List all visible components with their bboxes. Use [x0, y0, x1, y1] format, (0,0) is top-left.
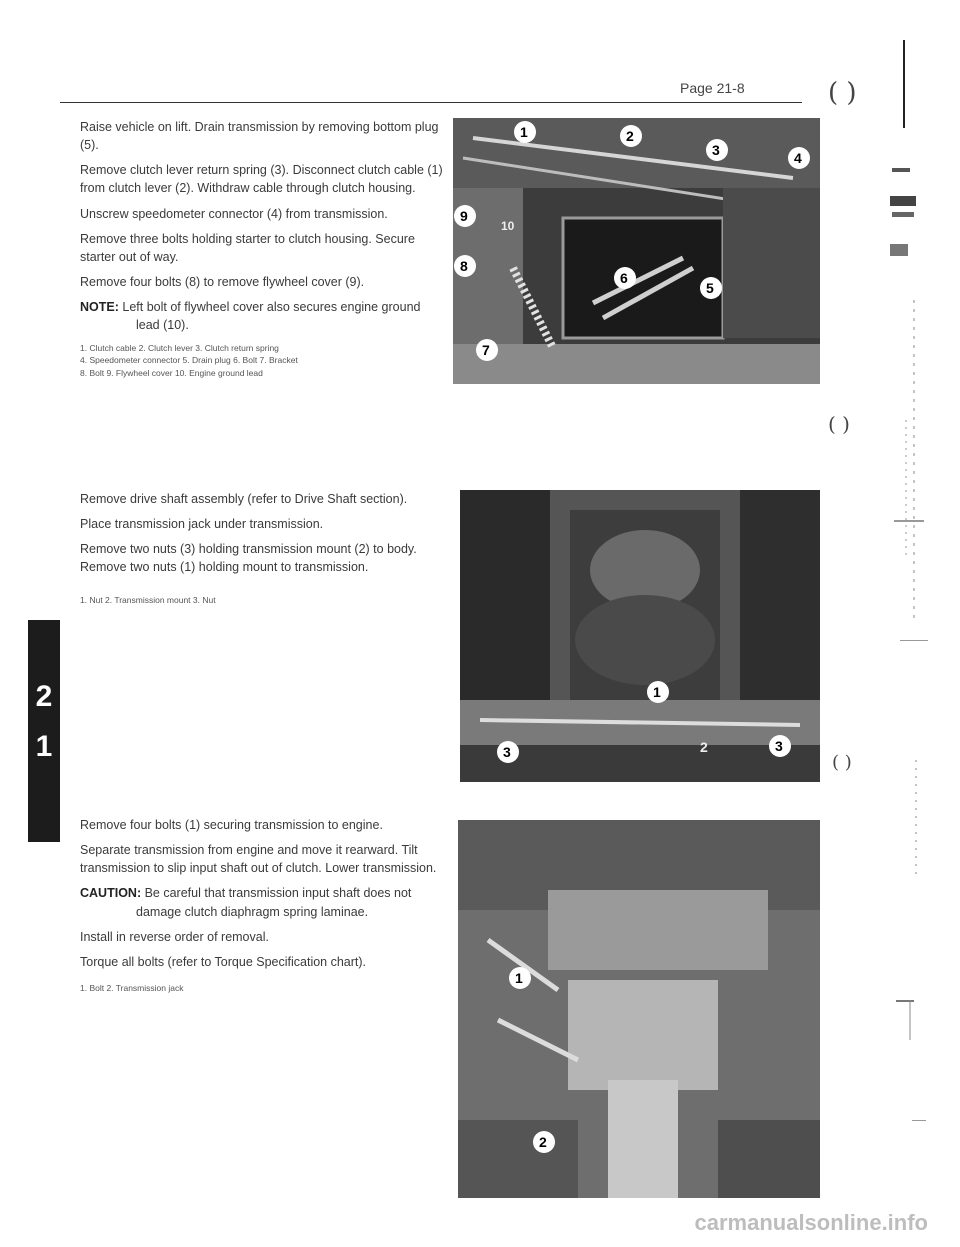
instruction-paragraph: Remove four bolts (1) securing transmission to engine. — [80, 818, 383, 832]
svg-text:6: 6 — [620, 270, 628, 286]
caption-line: 4. Speedometer connector 5. Drain plug 6. Bolt 7. Bracket — [80, 355, 298, 366]
instruction-paragraph: Remove four bolts (8) to remove flywheel cover (9). — [80, 274, 365, 289]
svg-text:1: 1 — [520, 124, 528, 140]
note-paragraph — [80, 298, 445, 334]
svg-text:3: 3 — [775, 738, 783, 754]
callout-6 — [614, 267, 636, 289]
svg-text:2: 2 — [700, 739, 708, 755]
caution-paragraph — [80, 884, 445, 920]
photo-transmission-jack — [458, 820, 820, 1198]
photo-transmission-mount — [460, 490, 820, 782]
instruction-paragraph: Remove clutch lever return spring (3). Disconnect clutch cable (1) from clutch lever (2). Withdraw cable through clutch housing. — [80, 163, 443, 196]
section3-caption — [80, 982, 445, 994]
callout-5 — [700, 277, 722, 299]
svg-text:4: 4 — [794, 150, 802, 166]
header-rule — [60, 102, 802, 103]
callout-2 — [533, 1131, 555, 1153]
instruction-paragraph: Remove drive shaft assembly (refer to Drive Shaft section). — [80, 492, 408, 506]
callout-7 — [476, 339, 498, 361]
callout-1 — [647, 681, 669, 703]
binder-hole-mark-bottom: ( ) — [832, 752, 852, 773]
callout-3 — [706, 139, 728, 161]
callout-4 — [788, 147, 810, 169]
svg-text:7: 7 — [482, 342, 490, 358]
svg-text:3: 3 — [503, 744, 511, 760]
callout-9 — [454, 205, 476, 227]
page-number: Page 21-8 — [680, 80, 745, 96]
callout-8 — [454, 255, 476, 277]
svg-text:10: 10 — [501, 219, 515, 233]
section2-caption — [80, 594, 445, 606]
svg-text:9: 9 — [460, 208, 468, 224]
section3-text — [80, 816, 445, 978]
section-tab-digit-2: 2 — [35, 680, 53, 713]
section2-text — [80, 490, 445, 584]
callout-1 — [509, 967, 531, 989]
instruction-paragraph: Install in reverse order of removal. — [80, 929, 269, 944]
binder-hole-mark-top: ( ) — [828, 78, 857, 108]
caption-line: 1. Nut 2. Transmission mount 3. Nut — [80, 595, 216, 605]
callout-2 — [620, 125, 642, 147]
caption-line: 1. Bolt 2. Transmission jack — [80, 983, 184, 993]
instruction-paragraph: Unscrew speedometer connector (4) from transmission. — [80, 206, 388, 221]
callout-3-right — [769, 735, 791, 757]
instruction-paragraph: Remove two nuts (3) holding transmission mount (2) to body. Remove two nuts (1) holding mount to transmission. — [80, 542, 417, 575]
section-tab-digit-1: 1 — [35, 730, 53, 763]
svg-text:5: 5 — [706, 280, 714, 296]
svg-text:2: 2 — [539, 1134, 547, 1150]
caption-line: 8. Bolt 9. Flywheel cover 10. Engine ground lead — [80, 367, 263, 378]
callout-2 — [700, 739, 708, 755]
instruction-paragraph: Remove three bolts holding starter to clutch housing. Secure starter out of way. — [80, 231, 415, 264]
svg-text:3: 3 — [712, 142, 720, 158]
photo-clutch-housing — [453, 118, 820, 384]
instruction-paragraph: Raise vehicle on lift. Drain transmission by removing bottom plug (5). — [80, 120, 439, 153]
note-text: Left bolt of flywheel cover also secures engine ground — [122, 300, 421, 314]
caution-text: Be careful that transmission input shaft does not — [144, 886, 412, 901]
caution-continuation: damage clutch diaphragm spring laminae. — [136, 904, 369, 919]
section1-text — [80, 118, 445, 341]
svg-text:1: 1 — [515, 970, 523, 986]
section-tab — [28, 620, 60, 842]
instruction-paragraph: Place transmission jack under transmission. — [80, 517, 324, 532]
svg-text:2: 2 — [626, 128, 634, 144]
note-label: NOTE: — [80, 300, 119, 314]
scan-edge-marks — [870, 0, 960, 1242]
binder-hole-mark-middle: ( ) — [828, 412, 850, 436]
callout-3-left — [497, 741, 519, 763]
svg-text:1: 1 — [653, 684, 661, 700]
instruction-paragraph: Torque all bolts (refer to Torque Specification chart). — [80, 954, 367, 969]
svg-text:8: 8 — [460, 258, 468, 274]
section1-caption — [80, 342, 445, 379]
callout-10 — [501, 219, 515, 233]
watermark: carmanualsonline.info — [694, 1210, 928, 1235]
callout-1 — [514, 121, 536, 143]
caption-line: 1. Clutch cable 2. Clutch lever 3. Clutch return spring — [80, 343, 279, 353]
note-continuation: lead (10). — [136, 318, 189, 333]
instruction-paragraph: Separate transmission from engine and move it rearward. Tilt transmission to slip input shaft out of clutch. Lower transmission. — [80, 843, 437, 876]
caution-label: CAUTION: — [80, 886, 142, 901]
